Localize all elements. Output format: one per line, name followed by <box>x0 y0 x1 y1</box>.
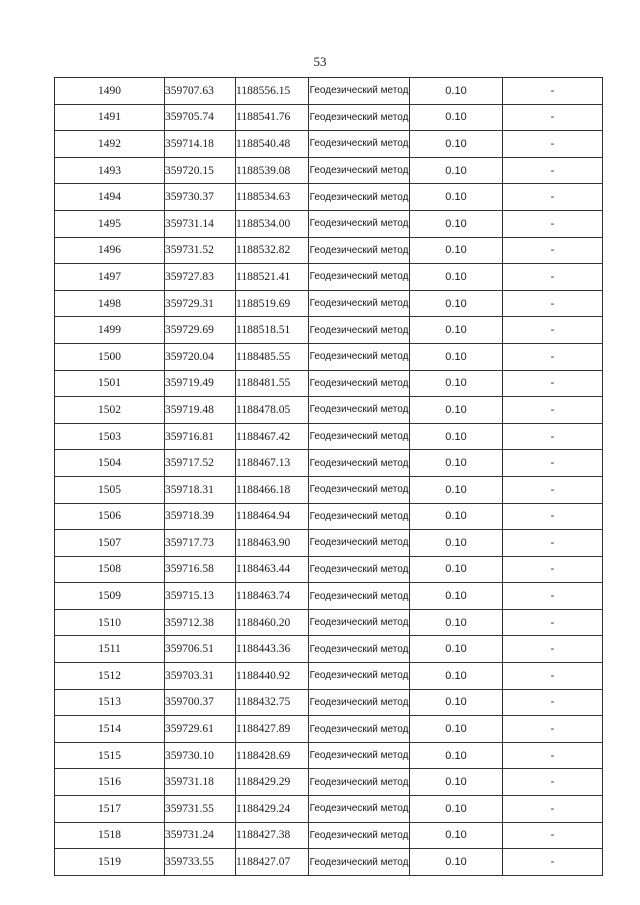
note-cell: - <box>503 769 603 796</box>
table-row <box>55 636 603 663</box>
accuracy-cell: 0.10 <box>410 636 503 663</box>
x-coordinate-cell: 359716.81 <box>165 423 236 450</box>
y-coordinate-cell: 1188463.74 <box>236 583 309 610</box>
method-cell: Геодезический метод <box>309 503 410 530</box>
note-cell: - <box>503 636 603 663</box>
note-cell: - <box>503 157 603 184</box>
x-coordinate-cell: 359716.58 <box>165 556 236 583</box>
note-cell: - <box>503 609 603 636</box>
point-number-cell: 1517 <box>55 796 165 823</box>
x-coordinate-cell: 359717.73 <box>165 530 236 557</box>
point-number-cell: 1519 <box>55 849 165 876</box>
note-cell: - <box>503 530 603 557</box>
method-cell: Геодезический метод <box>309 397 410 424</box>
x-coordinate-cell: 359731.24 <box>165 822 236 849</box>
table-row <box>55 157 603 184</box>
method-cell: Геодезический метод <box>309 237 410 264</box>
accuracy-cell: 0.10 <box>410 742 503 769</box>
table-row <box>55 663 603 690</box>
y-coordinate-cell: 1188429.24 <box>236 796 309 823</box>
note-cell: - <box>503 343 603 370</box>
point-number-cell: 1495 <box>55 210 165 237</box>
table-row <box>55 317 603 344</box>
table-row <box>55 849 603 876</box>
method-cell: Геодезический метод <box>309 822 410 849</box>
accuracy-cell: 0.10 <box>410 556 503 583</box>
x-coordinate-cell: 359705.74 <box>165 104 236 131</box>
point-number-cell: 1501 <box>55 370 165 397</box>
table-row <box>55 476 603 503</box>
y-coordinate-cell: 1188463.90 <box>236 530 309 557</box>
note-cell: - <box>503 503 603 530</box>
y-coordinate-cell: 1188540.48 <box>236 131 309 158</box>
accuracy-cell: 0.10 <box>410 237 503 264</box>
point-number-cell: 1510 <box>55 609 165 636</box>
table-row <box>55 131 603 158</box>
y-coordinate-cell: 1188519.69 <box>236 290 309 317</box>
y-coordinate-cell: 1188463.44 <box>236 556 309 583</box>
accuracy-cell: 0.10 <box>410 796 503 823</box>
table-row <box>55 503 603 530</box>
x-coordinate-cell: 359731.14 <box>165 210 236 237</box>
method-cell: Геодезический метод <box>309 131 410 158</box>
method-cell: Геодезический метод <box>309 450 410 477</box>
point-number-cell: 1490 <box>55 78 165 105</box>
accuracy-cell: 0.10 <box>410 609 503 636</box>
note-cell: - <box>503 104 603 131</box>
accuracy-cell: 0.10 <box>410 503 503 530</box>
y-coordinate-cell: 1188432.75 <box>236 689 309 716</box>
method-cell: Геодезический метод <box>309 184 410 211</box>
method-cell: Геодезический метод <box>309 663 410 690</box>
x-coordinate-cell: 359729.69 <box>165 317 236 344</box>
method-cell: Геодезический метод <box>309 476 410 503</box>
method-cell: Геодезический метод <box>309 78 410 105</box>
x-coordinate-cell: 359730.37 <box>165 184 236 211</box>
accuracy-cell: 0.10 <box>410 769 503 796</box>
table-row <box>55 689 603 716</box>
note-cell: - <box>503 78 603 105</box>
x-coordinate-cell: 359731.52 <box>165 237 236 264</box>
accuracy-cell: 0.10 <box>410 716 503 743</box>
table-row <box>55 822 603 849</box>
table-row <box>55 742 603 769</box>
y-coordinate-cell: 1188478.05 <box>236 397 309 424</box>
y-coordinate-cell: 1188467.13 <box>236 450 309 477</box>
accuracy-cell: 0.10 <box>410 530 503 557</box>
x-coordinate-cell: 359703.31 <box>165 663 236 690</box>
note-cell: - <box>503 423 603 450</box>
x-coordinate-cell: 359712.38 <box>165 609 236 636</box>
point-number-cell: 1493 <box>55 157 165 184</box>
point-number-cell: 1504 <box>55 450 165 477</box>
note-cell: - <box>503 237 603 264</box>
note-cell: - <box>503 849 603 876</box>
point-number-cell: 1513 <box>55 689 165 716</box>
accuracy-cell: 0.10 <box>410 290 503 317</box>
table-row <box>55 370 603 397</box>
table-row <box>55 343 603 370</box>
note-cell: - <box>503 822 603 849</box>
x-coordinate-cell: 359706.51 <box>165 636 236 663</box>
y-coordinate-cell: 1188556.15 <box>236 78 309 105</box>
x-coordinate-cell: 359707.63 <box>165 78 236 105</box>
x-coordinate-cell: 359719.48 <box>165 397 236 424</box>
x-coordinate-cell: 359729.61 <box>165 716 236 743</box>
method-cell: Геодезический метод <box>309 423 410 450</box>
point-number-cell: 1511 <box>55 636 165 663</box>
accuracy-cell: 0.10 <box>410 476 503 503</box>
x-coordinate-cell: 359720.04 <box>165 343 236 370</box>
x-coordinate-cell: 359719.49 <box>165 370 236 397</box>
accuracy-cell: 0.10 <box>410 104 503 131</box>
accuracy-cell: 0.10 <box>410 343 503 370</box>
x-coordinate-cell: 359731.18 <box>165 769 236 796</box>
note-cell: - <box>503 556 603 583</box>
accuracy-cell: 0.10 <box>410 450 503 477</box>
y-coordinate-cell: 1188427.07 <box>236 849 309 876</box>
accuracy-cell: 0.10 <box>410 849 503 876</box>
table-row <box>55 530 603 557</box>
note-cell: - <box>503 397 603 424</box>
y-coordinate-cell: 1188541.76 <box>236 104 309 131</box>
point-number-cell: 1498 <box>55 290 165 317</box>
point-number-cell: 1514 <box>55 716 165 743</box>
point-number-cell: 1496 <box>55 237 165 264</box>
x-coordinate-cell: 359720.15 <box>165 157 236 184</box>
point-number-cell: 1506 <box>55 503 165 530</box>
note-cell: - <box>503 663 603 690</box>
note-cell: - <box>503 689 603 716</box>
y-coordinate-cell: 1188443.36 <box>236 636 309 663</box>
note-cell: - <box>503 264 603 291</box>
x-coordinate-cell: 359715.13 <box>165 583 236 610</box>
method-cell: Геодезический метод <box>309 796 410 823</box>
table-row <box>55 450 603 477</box>
table-row <box>55 104 603 131</box>
method-cell: Геодезический метод <box>309 583 410 610</box>
y-coordinate-cell: 1188532.82 <box>236 237 309 264</box>
x-coordinate-cell: 359733.55 <box>165 849 236 876</box>
point-number-cell: 1505 <box>55 476 165 503</box>
point-number-cell: 1502 <box>55 397 165 424</box>
y-coordinate-cell: 1188518.51 <box>236 317 309 344</box>
note-cell: - <box>503 210 603 237</box>
point-number-cell: 1507 <box>55 530 165 557</box>
method-cell: Геодезический метод <box>309 210 410 237</box>
accuracy-cell: 0.10 <box>410 264 503 291</box>
accuracy-cell: 0.10 <box>410 397 503 424</box>
y-coordinate-cell: 1188534.63 <box>236 184 309 211</box>
x-coordinate-cell: 359700.37 <box>165 689 236 716</box>
y-coordinate-cell: 1188467.42 <box>236 423 309 450</box>
point-number-cell: 1494 <box>55 184 165 211</box>
note-cell: - <box>503 184 603 211</box>
method-cell: Геодезический метод <box>309 290 410 317</box>
accuracy-cell: 0.10 <box>410 317 503 344</box>
x-coordinate-cell: 359717.52 <box>165 450 236 477</box>
table-row <box>55 609 603 636</box>
x-coordinate-cell: 359730.10 <box>165 742 236 769</box>
method-cell: Геодезический метод <box>309 689 410 716</box>
point-number-cell: 1492 <box>55 131 165 158</box>
table-row <box>55 397 603 424</box>
table-row <box>55 769 603 796</box>
accuracy-cell: 0.10 <box>410 157 503 184</box>
method-cell: Геодезический метод <box>309 157 410 184</box>
table-row <box>55 184 603 211</box>
method-cell: Геодезический метод <box>309 636 410 663</box>
y-coordinate-cell: 1188466.18 <box>236 476 309 503</box>
y-coordinate-cell: 1188429.29 <box>236 769 309 796</box>
note-cell: - <box>503 796 603 823</box>
method-cell: Геодезический метод <box>309 104 410 131</box>
table-row <box>55 556 603 583</box>
note-cell: - <box>503 742 603 769</box>
x-coordinate-cell: 359714.18 <box>165 131 236 158</box>
y-coordinate-cell: 1188428.69 <box>236 742 309 769</box>
y-coordinate-cell: 1188534.00 <box>236 210 309 237</box>
y-coordinate-cell: 1188427.38 <box>236 822 309 849</box>
y-coordinate-cell: 1188460.20 <box>236 609 309 636</box>
coordinates-table <box>54 77 603 876</box>
y-coordinate-cell: 1188481.55 <box>236 370 309 397</box>
x-coordinate-cell: 359727.83 <box>165 264 236 291</box>
method-cell: Геодезический метод <box>309 530 410 557</box>
point-number-cell: 1503 <box>55 423 165 450</box>
table-row <box>55 583 603 610</box>
point-number-cell: 1491 <box>55 104 165 131</box>
method-cell: Геодезический метод <box>309 742 410 769</box>
accuracy-cell: 0.10 <box>410 78 503 105</box>
point-number-cell: 1515 <box>55 742 165 769</box>
note-cell: - <box>503 583 603 610</box>
accuracy-cell: 0.10 <box>410 663 503 690</box>
note-cell: - <box>503 716 603 743</box>
table-row <box>55 264 603 291</box>
accuracy-cell: 0.10 <box>410 423 503 450</box>
point-number-cell: 1518 <box>55 822 165 849</box>
y-coordinate-cell: 1188485.55 <box>236 343 309 370</box>
accuracy-cell: 0.10 <box>410 210 503 237</box>
note-cell: - <box>503 131 603 158</box>
table-row <box>55 78 603 105</box>
method-cell: Геодезический метод <box>309 556 410 583</box>
note-cell: - <box>503 450 603 477</box>
x-coordinate-cell: 359718.39 <box>165 503 236 530</box>
x-coordinate-cell: 359729.31 <box>165 290 236 317</box>
point-number-cell: 1512 <box>55 663 165 690</box>
accuracy-cell: 0.10 <box>410 689 503 716</box>
method-cell: Геодезический метод <box>309 370 410 397</box>
y-coordinate-cell: 1188440.92 <box>236 663 309 690</box>
point-number-cell: 1509 <box>55 583 165 610</box>
table-row <box>55 423 603 450</box>
method-cell: Геодезический метод <box>309 609 410 636</box>
accuracy-cell: 0.10 <box>410 822 503 849</box>
accuracy-cell: 0.10 <box>410 184 503 211</box>
note-cell: - <box>503 370 603 397</box>
note-cell: - <box>503 476 603 503</box>
y-coordinate-cell: 1188427.89 <box>236 716 309 743</box>
accuracy-cell: 0.10 <box>410 131 503 158</box>
point-number-cell: 1500 <box>55 343 165 370</box>
x-coordinate-cell: 359731.55 <box>165 796 236 823</box>
point-number-cell: 1497 <box>55 264 165 291</box>
method-cell: Геодезический метод <box>309 716 410 743</box>
note-cell: - <box>503 290 603 317</box>
point-number-cell: 1499 <box>55 317 165 344</box>
method-cell: Геодезический метод <box>309 317 410 344</box>
method-cell: Геодезический метод <box>309 849 410 876</box>
table-row <box>55 237 603 264</box>
accuracy-cell: 0.10 <box>410 370 503 397</box>
x-coordinate-cell: 359718.31 <box>165 476 236 503</box>
table-row <box>55 210 603 237</box>
table-body <box>55 78 603 876</box>
method-cell: Геодезический метод <box>309 769 410 796</box>
point-number-cell: 1508 <box>55 556 165 583</box>
y-coordinate-cell: 1188521.41 <box>236 264 309 291</box>
accuracy-cell: 0.10 <box>410 583 503 610</box>
table-row <box>55 796 603 823</box>
method-cell: Геодезический метод <box>309 343 410 370</box>
y-coordinate-cell: 1188539.08 <box>236 157 309 184</box>
table-row <box>55 716 603 743</box>
y-coordinate-cell: 1188464.94 <box>236 503 309 530</box>
point-number-cell: 1516 <box>55 769 165 796</box>
method-cell: Геодезический метод <box>309 264 410 291</box>
note-cell: - <box>503 317 603 344</box>
table-row <box>55 290 603 317</box>
page-number: 53 <box>313 54 327 69</box>
